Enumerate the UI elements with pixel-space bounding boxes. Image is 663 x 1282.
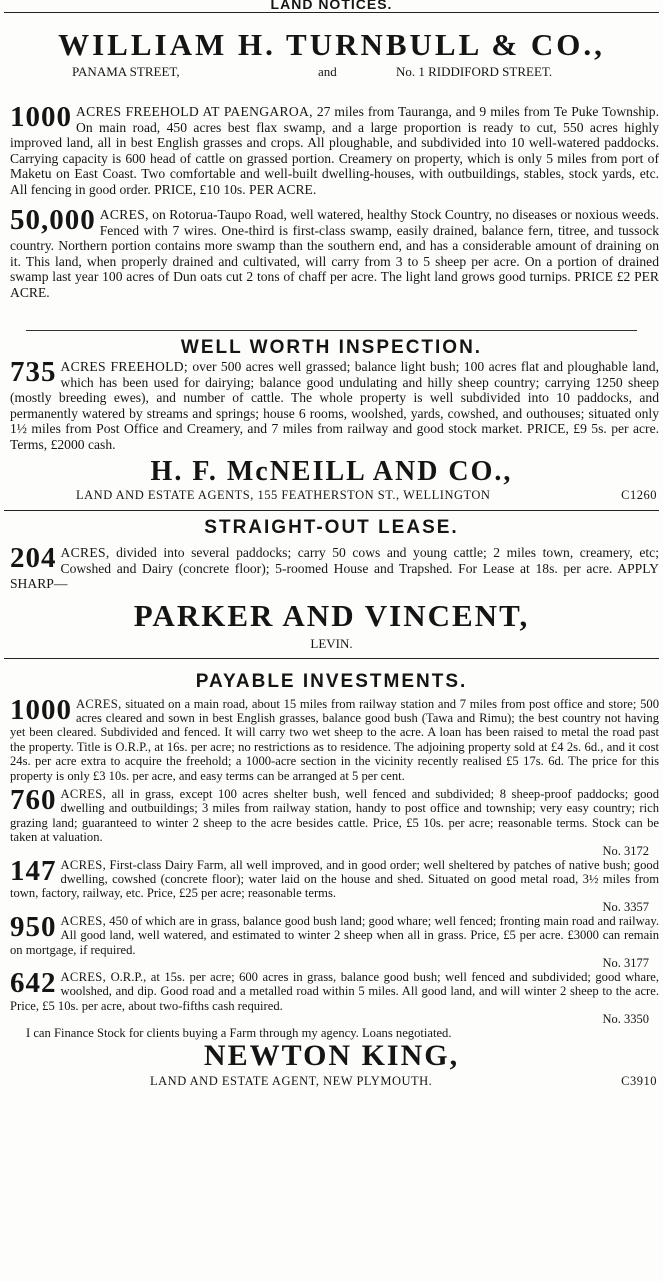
listing-acreage: 642 <box>10 967 57 999</box>
section-rule <box>4 658 659 659</box>
newton-footer-row <box>0 1074 663 1090</box>
listing-ref: No. 3172 <box>602 843 649 858</box>
header-rule <box>4 12 659 13</box>
listing-lead: ACRES, <box>60 913 107 928</box>
listing-text: 27 miles from Tauranga, and 9 miles from Te Puke Township. On main road, 450 acres best flax swamp, and a large proportion is ready to cut, 550 acres highly improved land, all in best English grasses and crops. All ploughable, and subdivided into 10 well-watered paddocks. Carrying capacity is 600 head of cattle on grassed portion. Creamery on property, which is only 5 miles from port of Maketu on East Coast. Two comfortable and well-built dwelling-houses, with outbuildings, stables, stock yards, etc. All fencing in good order. PRICE, £10 10s. PER ACRE. <box>10 104 660 197</box>
listing-acreage: 50,000 <box>10 204 96 236</box>
newton-listing-5 <box>0 967 663 1013</box>
listing-text: divided into several paddocks; carry 50 cows and young cattle; 2 miles town, creamery, etc; Cowshed and Dairy (concrete floor); 5-roomed House and Trapshed. For Lease at 18s. per acre. APPLY SHARP— <box>10 545 659 591</box>
listing-acreage: 1000 <box>10 693 72 726</box>
turnbull-listing-2 <box>0 204 663 300</box>
listing-text: O.R.P., at 15s. per acre; 600 acres in grass, balance good bush; well fenced and subdivided; good whare, woolshed, and dip. Good road and a metalled road within 5 miles. All good land, and will winter 2 sheep to the acre. Price, £5 10s. per acre, about two-fifths cash required. <box>10 970 659 1013</box>
listing-ref: No. 3350 <box>602 1012 649 1027</box>
listing-acreage: 950 <box>10 910 57 943</box>
listing-text: all in grass, except 100 acres shelter bush, well fenced and subdivided; 8 sheep-proof paddocks; good dwelling and outbuildings; 3 miles from railway station, handy to post office and township; very easy country; rich grazing land; guaranteed to winter 2 sheep to the acre besides cattle. Price, £5 10s. per acre; reasonable terms. Stock can be taken at valuation. <box>10 786 660 845</box>
newton-listing-2 <box>0 783 663 845</box>
mcneill-ref: C1260 <box>621 488 657 502</box>
listing-acreage: 735 <box>10 356 57 388</box>
listing-lead: ACRES FREEHOLD AT PAENGAROA, <box>76 104 313 119</box>
listing-lead: ACRES FREEHOLD; <box>60 359 188 374</box>
section-rule <box>4 510 659 511</box>
mcneill-heading: WELL WORTH INSPECTION. <box>180 337 483 358</box>
newton-footer: LAND AND ESTATE AGENT, NEW PLYMOUTH. <box>150 1074 433 1089</box>
listing-text: on Rotorua-Taupo Road, well watered, healthy Stock Country, no diseases or noxious weeds. Fenced with 7 wires. One-third is first-class swamp, easily drained, balance fern, titree, and tussock country. Northern portion contains more swamp than the southern end, and has a considerable amount of draining on it. This land, when properly drained and cultivated, will carry from 3 to 5 sheep per acre. On a portion of drained swamp last year 100 acres of Dun oats cut 2 tons of chaff per acre. The light land grows good turnips. PRICE £2 PER ACRE. <box>10 207 659 300</box>
listing-text: First-class Dairy Farm, all well improved, and in good order; well sheltered by patches of native bush; good dwelling, cowshed (concrete floor); water laid on the house and shed. Situated on good metal road, 3½ miles from town, factory, railway, etc. Price, £25 per acre; reasonable terms. <box>10 857 659 901</box>
listing-text: 450 of which are in grass, balance good bush land; good whare; well fenced; fronting main road and railway. All good land, well watered, and estimated to winter 2 sheep when all in grass. Price, £5 per acre. £3000 can remain on mortgage, if required. <box>10 913 659 957</box>
mcneill-footer: LAND AND ESTATE AGENTS, 155 FEATHERSTON ST., WELLINGTON <box>76 488 491 502</box>
mcneill-listing <box>0 356 663 452</box>
listing-text: over 500 acres well grassed; balance light bush; 100 acres flat and ploughable land, which has been used for dairying; balance good undulating and hilly sheep country; carrying 1250 sheep (mostly breeding ewes), and number of cattle. The whole property is well subdivided into 10 paddocks, and permanently watered by streams and springs; house 6 rooms, woolshed, yards, cowshed, and outhouses; situated only 1½ miles from Post Office and Creamery, and 7 miles from railway and good stock market. PRICE, £9 5s. per acre. Terms, £2000 cash. <box>10 359 659 452</box>
mcneill-footer-row <box>0 488 663 504</box>
listing-lead: ACRES, <box>76 696 122 711</box>
turnbull-listing-1 <box>0 101 663 197</box>
parker-town: LEVIN. <box>310 635 353 651</box>
listing-lead: ACRES, <box>60 786 107 801</box>
turnbull-address-and: and <box>318 64 337 79</box>
newton-firm-name: NEWTON KING, <box>203 1039 460 1073</box>
newton-ref: C3910 <box>621 1074 657 1089</box>
listing-ref: No. 3177 <box>602 956 649 970</box>
turnbull-address-left: PANAMA STREET, <box>72 64 180 79</box>
newton-listing-4 <box>0 910 663 957</box>
listing-ref: No. 3357 <box>602 899 649 914</box>
listing-acreage: 147 <box>10 854 57 887</box>
listing-text: situated on a main road, about 15 miles from railway station and 7 miles from post office and store; 500 acres cleared and sown in best English grasses, balance good bush (Tawa and Rimu); the best country not having yet been cleared. Subdivided and fenced. It will carry two wet sheep to the acre. A loan has been raised to metal the road past the property. Title is O.R.P., at 16s. per acre; no restrictions as to residence. The adjoining property sold at £4 2s. 6d., and it cost 24s. per acre extra to acquire the freehold; a 1000-acre section in the vicinity recently realised £5 17s. 6d. The price for this property is only £3 10s. per acre, and easy terms can be arranged at 5 per cent. <box>10 696 659 783</box>
section-divider <box>26 330 637 331</box>
listing-lead: ACRES, <box>60 970 107 984</box>
turnbull-address <box>0 64 663 82</box>
listing-acreage: 1000 <box>10 101 72 133</box>
listing-acreage: 204 <box>10 542 57 574</box>
newton-closing: I can Finance Stock for clients buying a Farm through my agency. Loans negotiated. <box>26 1026 452 1041</box>
parker-heading: STRAIGHT-OUT LEASE. <box>204 517 459 538</box>
listing-lead: ACRES, <box>60 545 110 560</box>
mcneill-firm-name: H. F. McNEILL AND CO., <box>150 456 513 487</box>
turnbull-address-right: No. 1 RIDDIFORD STREET. <box>396 64 553 79</box>
listing-lead: ACRES, <box>99 207 149 222</box>
listing-acreage: 760 <box>10 783 57 816</box>
newton-listing-3 <box>0 854 663 901</box>
newton-heading: PAYABLE INVESTMENTS. <box>195 670 468 692</box>
parker-listing <box>0 542 663 592</box>
parker-firm-name: PARKER AND VINCENT, <box>133 597 530 633</box>
newton-listing-1 <box>0 693 663 783</box>
page-header: LAND NOTICES. <box>270 0 393 12</box>
listing-lead: ACRES, <box>60 857 107 872</box>
turnbull-firm-name: WILLIAM H. TURNBULL & CO., <box>58 27 605 62</box>
